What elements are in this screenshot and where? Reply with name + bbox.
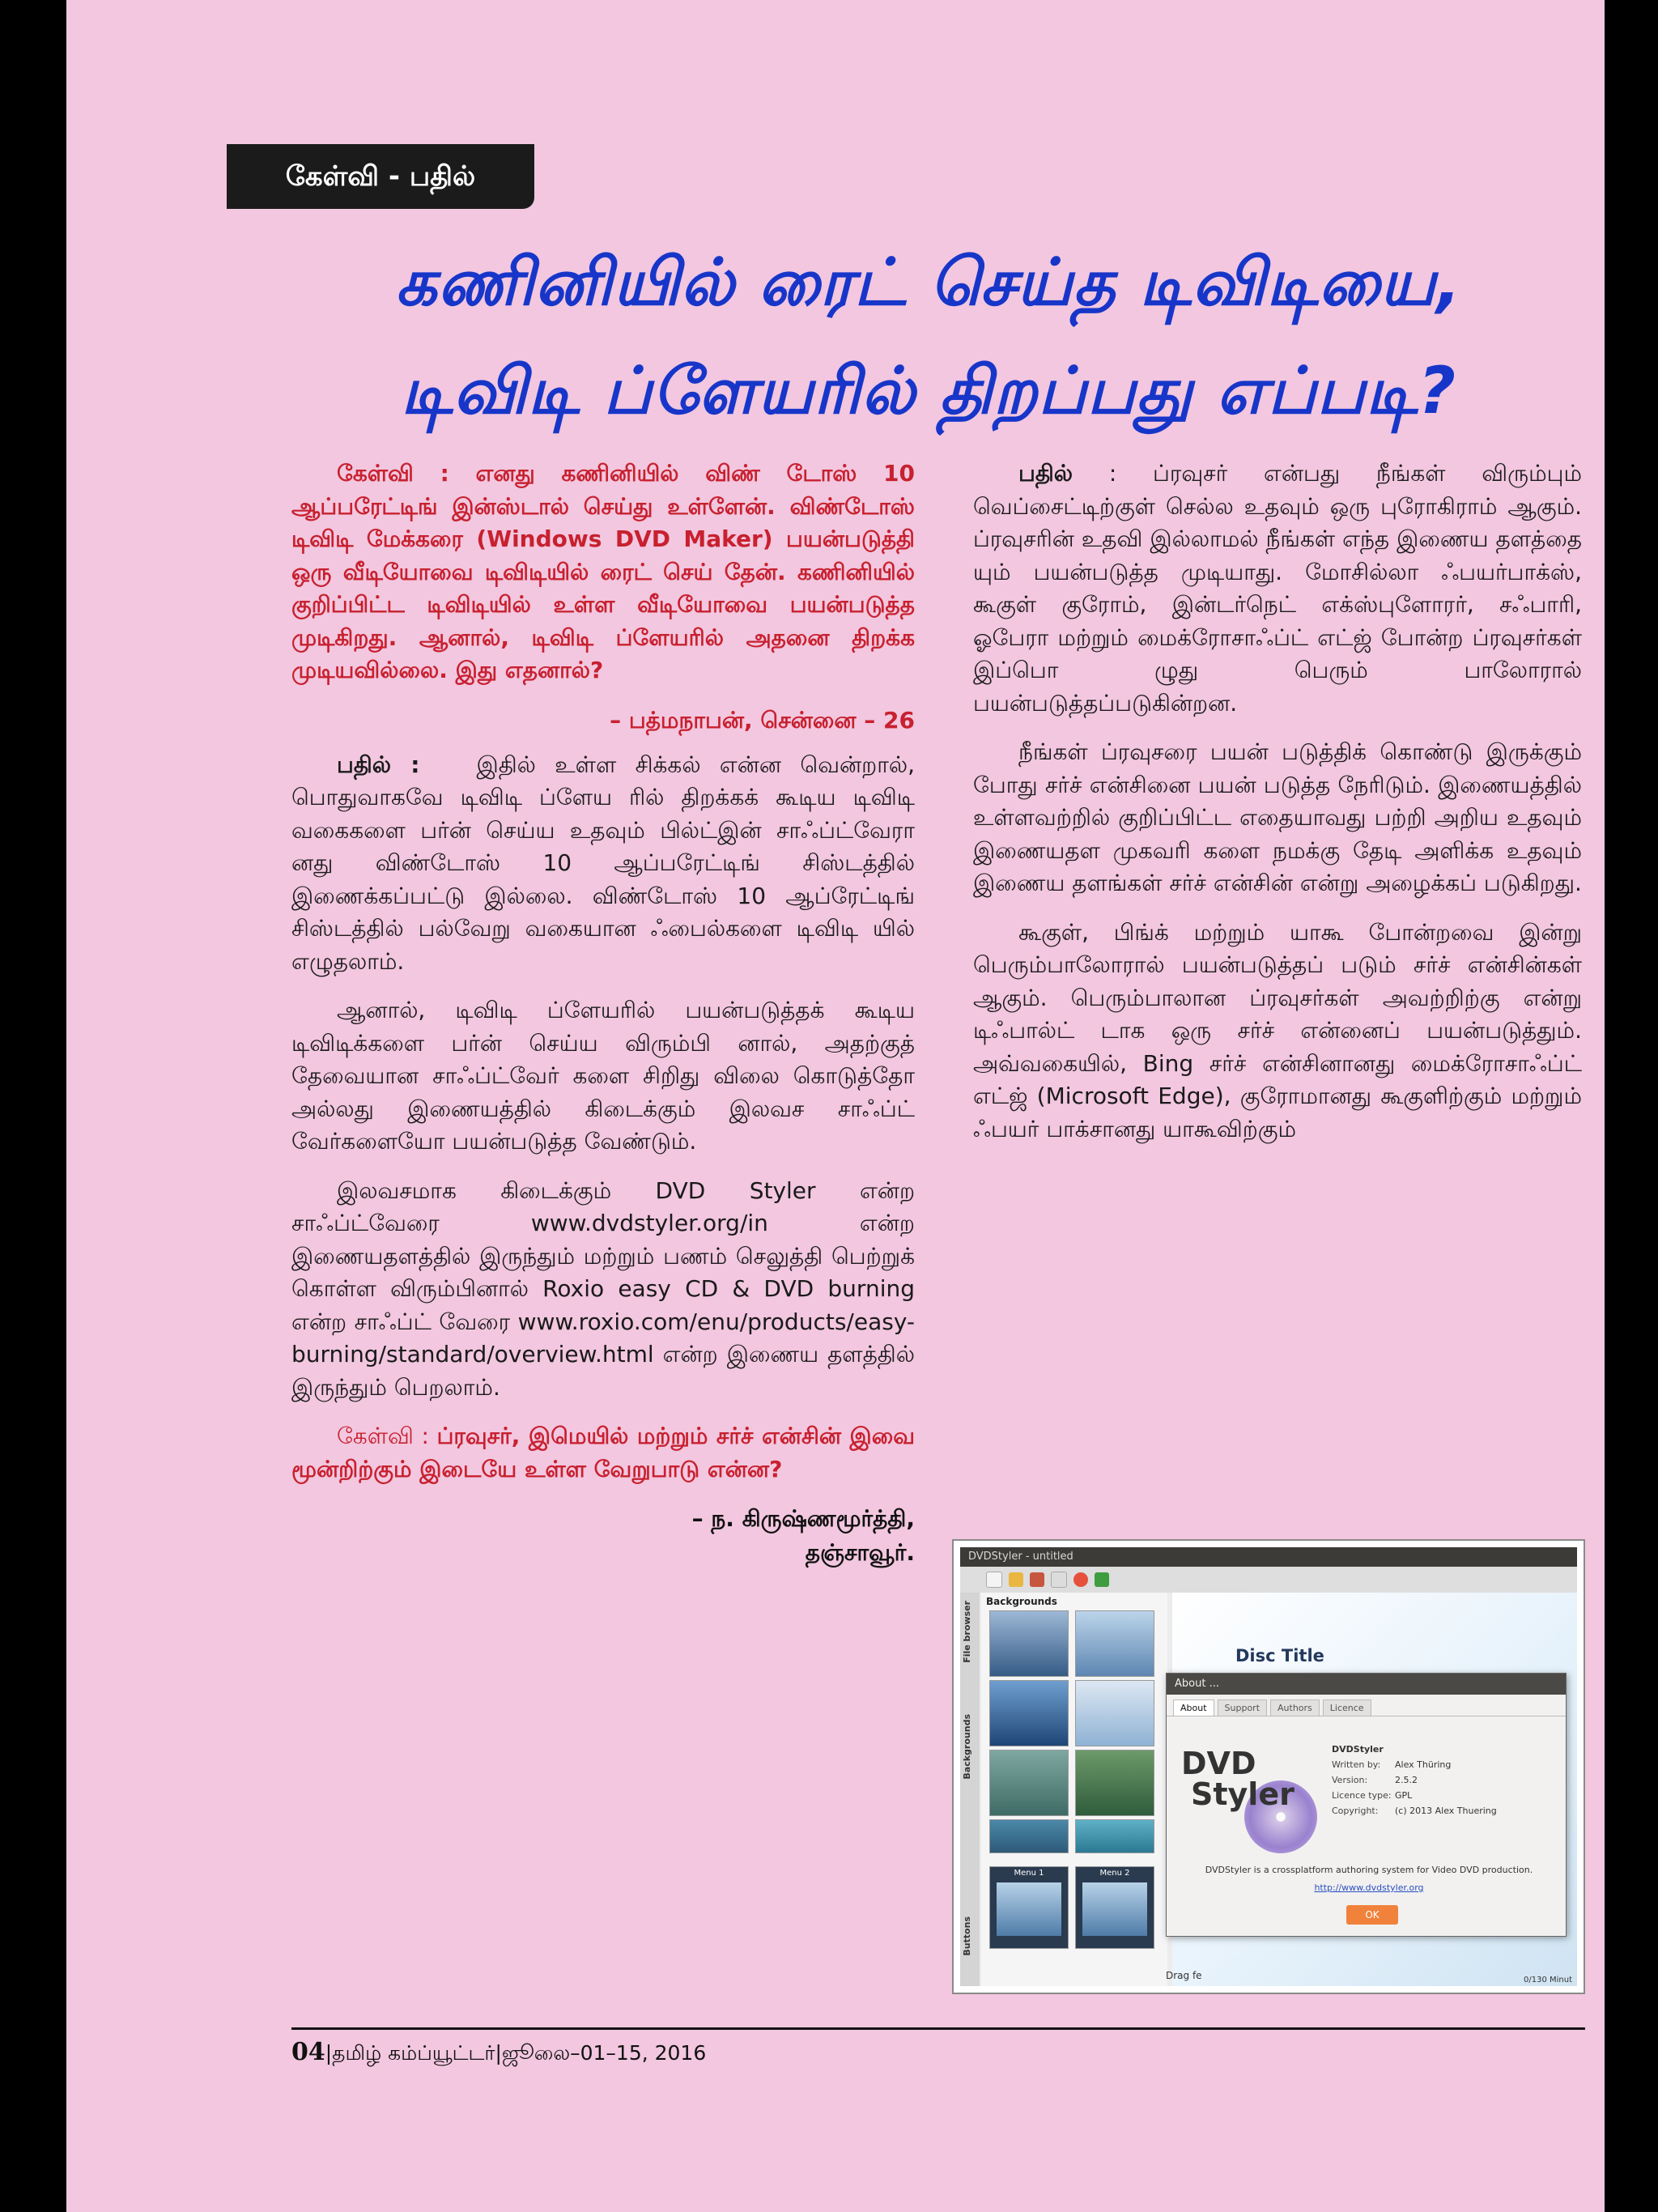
field-label: Written by: — [1332, 1759, 1381, 1770]
background-thumbnail — [1075, 1680, 1154, 1746]
disc-title: Disc Title — [1235, 1646, 1324, 1665]
menu-2-label: Menu 2 — [1099, 1869, 1130, 1878]
question-2-text: ப்ரவுசர், இமெயில் மற்றும் சர்ச் என்சின் இவை மூன்றிற்கும் இடையே உள்ள வேறுபாடு என்ன? — [291, 1423, 915, 1482]
field-value: (c) 2013 Alex Thuering — [1395, 1806, 1497, 1816]
about-tab-about[interactable]: About — [1173, 1699, 1214, 1716]
background-thumbnail — [989, 1819, 1069, 1853]
answer-2-paragraph-3: கூகுள், பிங்க் மற்றும் யாகூ போன்றவை இன்று பெரும்பாலோரால் பயன்படுத்தப் படும் சர்ச் என்சின்கள் ஆகும். பெரும்பாலான ப்ரவுசர்கள் அவற்றிற்கு என்று டிஃபால்ட் டாக ஒரு சர்ச் என்னைப் பயன்படுத்தும். அவ்வகையில், Bing சர்ச் என்சினானது மைக்ரோசாஃப்ட் எட்ஜ் (Microsoft Edge), குரோமானது கூகுளிற்கும் மற்றும் ஃபயர் பாக்சானது யாகூவிற்கும் — [973, 918, 1582, 1142]
answer-1-text: இதில் உள்ள சிக்கல் என்ன வென்றால், பொதுவாகவே டிவிடி ப்ளேய ரில் திறக்கக் கூடிய டிவிடி வகைகளை பர்ன் செய்ய உதவும் பில்ட்இன் சாஃப்ட்வேரா னது விண்டோஸ் 10 ஆப்பரேட்டிங் சிஸ்டத்தில் இணைக்கப்பட்டு இல்லை. விண்டோஸ் 10 ஆப்ரேட்டிங் சிஸ்டத்தில் பல்வேறு வகையான ஃபைல்களை டிவிடி யில் எழுதலாம். — [291, 751, 915, 975]
dvdstyler-screenshot — [952, 1539, 1585, 1994]
edit-icon — [1051, 1572, 1067, 1588]
logo-text-line-1: DVD — [1181, 1746, 1256, 1781]
about-details — [1332, 1742, 1497, 1819]
side-tab-buttons: Buttons — [962, 1916, 972, 1956]
save-icon — [1030, 1572, 1044, 1587]
field-label: Version: — [1332, 1775, 1368, 1785]
about-licence — [1332, 1788, 1497, 1803]
answer-2-paragraph-2: நீங்கள் ப்ரவுசரை பயன் படுத்திக் கொண்டு இருக்கும் போது சர்ச் என்சினை பயன் படுத்த நேரிடும். இணையத்தில் உள்ளவற்றில் குறிப்பிட்ட எதையாவது பற்றி அறிய உதவும் இணையதள முகவரி களை நமக்கு தேடி அளிக்க உதவும் இணைய தளங்கள் சர்ச் என்சின் என்று அழைக்கப் படுகிறது. — [973, 738, 1582, 896]
magazine-page — [66, 0, 1605, 2212]
headline-line-2: டிவிடி ப்ளேயரில் திறப்பது எப்படி? — [400, 353, 1456, 428]
footer-rule — [291, 2027, 1585, 2030]
dvdstyler-logo — [1181, 1746, 1295, 1812]
question-2-signature-place: தஞ்சாவூர். — [805, 1539, 915, 1566]
panel-heading: Backgrounds — [986, 1596, 1057, 1607]
settings-icon — [1073, 1572, 1088, 1587]
right-column — [973, 457, 1582, 1162]
about-tab-licence[interactable]: Licence — [1323, 1699, 1371, 1716]
section-label: கேள்வி - பதில் — [227, 144, 534, 209]
window-title: DVDStyler - untitled — [960, 1547, 1577, 1567]
answer-2-label: பதில் — [1018, 460, 1073, 487]
answer-2-text: : ப்ரவுசர் என்பது நீங்கள் விரும்பும் வெப்சைட்டிற்குள் செல்ல உதவும் ஒரு புரோகிராம் ஆகும். ப்ரவுசரின் உதவி இல்லாமல் நீங்கள் எந்த இணைய தளத்தை யும் பயன்படுத்த முடியாது. மோசில்லா ஃபயர்பாக்ஸ், கூகுள் குரோம், இன்டர்நெட் எக்ஸ்புளோரர், சஃபாரி, ஓபேரா மற்றும் மைக்ரோசாஃப்ட் எட்ஜ் போன்ற ப்ரவுசர்கள் இப்பொ ழுது பெரும் பாலோரால் பயன்படுத்தப்படுகின்றன. — [973, 460, 1583, 717]
headline — [277, 228, 1580, 445]
toolbar — [960, 1567, 1577, 1593]
background-thumbnail — [989, 1680, 1069, 1746]
menu-2-preview — [1082, 1882, 1147, 1936]
page-footer — [291, 2039, 706, 2067]
question-1: கேள்வி : எனது கணினியில் விண் டோஸ் 10 ஆப்பரேட்டிங் இன்ஸ்டால் செய்து உள்ளேன். விண்டோஸ் டிவிடி மேக்கரை (Windows DVD Maker) பயன்படுத்தி ஒரு வீடியோவை டிவிடியில் ரைட் செய் தேன். கணினியில் குறிப்பிட்ட டிவிடியில் உள்ள வீடியோவை பயன்படுத்த முடிகிறது. ஆனால், டிவிடி ப்ளேயரில் அதனை திறக்க முடியவில்லை. இது எதனால்? — [291, 460, 915, 683]
about-written-by — [1332, 1757, 1497, 1772]
about-app-name: DVDStyler — [1332, 1744, 1384, 1755]
drag-hint: Drag fe — [1166, 1970, 1202, 1981]
about-copyright — [1332, 1803, 1497, 1819]
background-thumbnail — [989, 1750, 1069, 1816]
answer-1-label: பதில் : — [337, 751, 420, 778]
left-column — [291, 457, 915, 1581]
about-tabs — [1167, 1695, 1566, 1716]
side-tab-backgrounds: Backgrounds — [962, 1714, 972, 1780]
menu-1-label: Menu 1 — [1014, 1869, 1044, 1878]
status-duration: 0/130 Minut — [1524, 1976, 1572, 1984]
about-description: DVDStyler is a crossplatform authoring system for Video DVD production. — [1205, 1865, 1533, 1875]
field-label: Copyright: — [1332, 1806, 1379, 1816]
field-label: Licence type: — [1332, 1790, 1392, 1801]
burn-icon — [1095, 1572, 1109, 1587]
menu-1-preview — [997, 1882, 1061, 1936]
background-thumbnail — [1075, 1610, 1154, 1677]
background-thumbnail — [1075, 1819, 1154, 1853]
headline-line-1: கணினியில் ரைட் செய்த டிவிடியை, — [395, 245, 1462, 320]
page-number: 04 — [291, 2038, 325, 2066]
backgrounds-panel — [981, 1593, 1167, 1986]
about-version — [1332, 1772, 1497, 1788]
menu-thumbnail-1 — [989, 1866, 1069, 1949]
background-thumbnail — [1075, 1750, 1154, 1816]
answer-1-paragraph-2: ஆனால், டிவிடி ப்ளேயரில் பயன்படுத்தக் கூடிய டிவிடிக்களை பர்ன் செய்ய விரும்பி னால், அதற்குத் தேவையான சாஃப்ட்வேர் களை சிறிது விலை கொடுத்தோ அல்லது இணையத்தில் கிடைக்கும் இலவச சாஃப்ட் வேர்களையோ பயன்படுத்த வேண்டும். — [291, 997, 915, 1155]
question-2-signature — [291, 1502, 915, 1570]
answer-1-paragraph-1 — [291, 749, 915, 979]
field-value: 2.5.2 — [1395, 1775, 1418, 1785]
answer-2-paragraph-1 — [973, 457, 1582, 720]
field-value: GPL — [1395, 1790, 1413, 1801]
about-tab-authors[interactable]: Authors — [1270, 1699, 1320, 1716]
question-2-signature-name: – ந. கிருஷ்ணமூர்த்தி, — [691, 1505, 915, 1532]
field-value: Alex Thüring — [1395, 1759, 1452, 1770]
about-dialog — [1166, 1673, 1567, 1937]
about-tab-support[interactable]: Support — [1218, 1699, 1267, 1716]
menu-thumbnail-2 — [1075, 1866, 1154, 1949]
open-icon — [1009, 1572, 1023, 1587]
ok-button[interactable]: OK — [1346, 1905, 1398, 1925]
about-dialog-title: About ... — [1167, 1674, 1566, 1695]
about-website-link[interactable]: http://www.dvdstyler.org — [1314, 1882, 1424, 1893]
app-window — [960, 1547, 1577, 1986]
logo-text-line-2: Styler — [1191, 1776, 1295, 1812]
question-1-signature: – பத்மநாபன், சென்னை – 26 — [610, 706, 915, 734]
new-icon — [986, 1572, 1002, 1588]
background-thumbnail — [989, 1610, 1069, 1677]
footer-text: |தமிழ் கம்ப்யூட்டர்|ஜூலை–01–15, 2016 — [325, 2041, 707, 2065]
side-tabs — [960, 1593, 980, 1986]
question-2 — [291, 1420, 915, 1486]
question-2-label: கேள்வி : — [337, 1423, 429, 1449]
answer-1-paragraph-3: இலவசமாக கிடைக்கும் DVD Styler என்ற சாஃப்ட்வேரை www.dvdstyler.org/in என்ற இணையதளத்தில் இருந்தும் மற்றும் பணம் செலுத்தி பெற்றுக் கொள்ள விரும்பினால் Roxio easy CD & DVD burning என்ற சாஃப்ட் வேரை www.roxio.com/enu/products/easy-burning/standard/overview.html என்ற இணைய தளத்தில் இருந்தும் பெறலாம். — [291, 1176, 915, 1401]
side-tab-file-browser: File browser — [962, 1601, 972, 1663]
